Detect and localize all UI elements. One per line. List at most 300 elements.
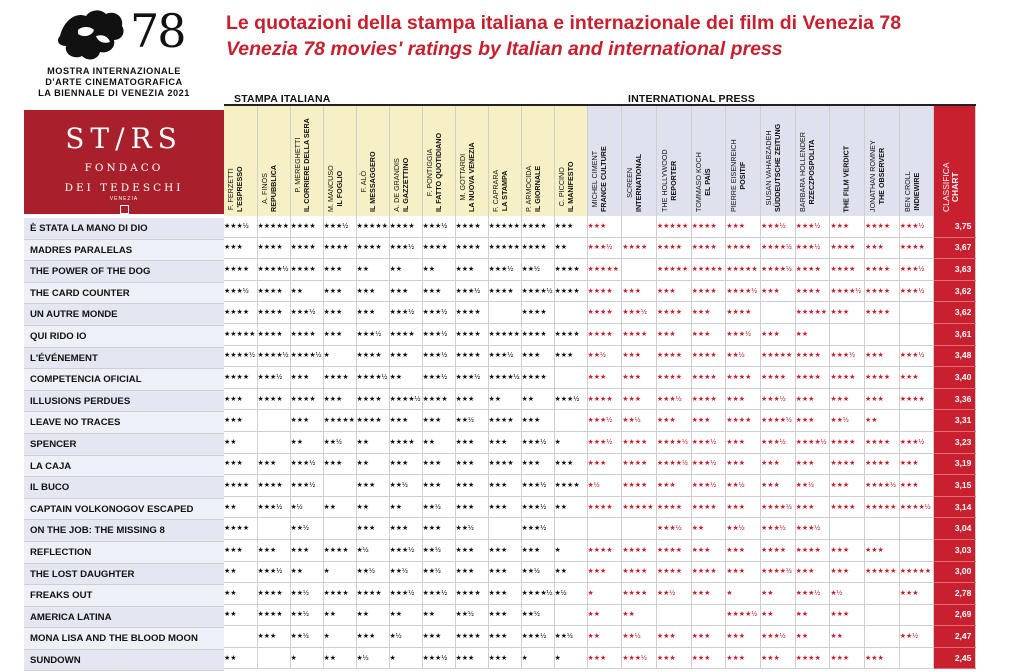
rating-international: ★★★	[760, 647, 795, 669]
rating-international: ★★★½	[656, 388, 691, 410]
rating-italian: ★★	[224, 647, 257, 669]
critic-name: PIERRE EISENREICH	[729, 139, 739, 212]
rating-international: ★★★★½	[760, 259, 795, 281]
rating-international: ★★★★	[622, 453, 657, 475]
rating-italian: ★★★★	[455, 216, 488, 237]
rating-italian: ★★★★	[521, 367, 554, 389]
rating-italian: ★	[323, 561, 356, 583]
critic-name: BEN CROLL	[902, 171, 912, 212]
table-row	[224, 280, 976, 302]
rating-italian: ★★	[323, 496, 356, 518]
rating-italian: ★★★	[455, 259, 488, 281]
rating-international: ★★★★	[899, 388, 934, 410]
publication-name: INTERNATIONAL	[633, 153, 643, 212]
rating-italian: ★★★	[323, 388, 356, 410]
rating-italian: ★★★	[290, 367, 323, 389]
group-label-italian: STAMPA ITALIANA	[234, 93, 331, 105]
rating-italian: ★★★	[323, 280, 356, 302]
critic-name: A. FINOS	[259, 173, 269, 204]
film-title: IL BUCO	[24, 477, 224, 499]
page-title-english: Venezia 78 movies' ratings by Italian and international press	[226, 38, 783, 60]
rating-italian: ★★★	[521, 539, 554, 561]
film-title: LEAVE NO TRACES	[24, 412, 224, 434]
rating-italian: ★★★	[389, 453, 422, 475]
critic-header-italian	[389, 105, 422, 216]
rating-international: ★★½	[656, 583, 691, 605]
rating-international: ★★★★★	[587, 259, 622, 281]
rating-international	[622, 259, 657, 281]
rating-international: ★★★★	[691, 388, 726, 410]
rating-italian: ★★★★★	[488, 323, 521, 345]
rating-international: ★★★	[830, 539, 865, 561]
rating-international: ★★★★	[830, 496, 865, 518]
rating-italian: ★★★	[224, 539, 257, 561]
rating-international: ★★★	[830, 561, 865, 583]
rating-italian: ★★★★	[224, 302, 257, 324]
rating-italian: ★★★★	[290, 259, 323, 281]
rating-international: ★★★★	[726, 302, 761, 324]
rating-italian: ★★★	[455, 496, 488, 518]
rating-international: ★★★½	[899, 431, 934, 453]
rating-international: ★★★★	[587, 388, 622, 410]
critic-name: SUSAN VAHABZADEH	[763, 130, 773, 206]
rating-international: ★★★★	[656, 367, 691, 389]
rating-international: ★★★★	[622, 237, 657, 259]
rating-italian: ★★★★	[257, 475, 290, 497]
publication-name: IL FOGLIO	[334, 170, 343, 207]
rating-international: ★★★★★	[691, 259, 726, 281]
rating-international: ★★★½	[830, 345, 865, 367]
chart-score: 3,14	[934, 496, 976, 518]
film-title: REFLECTION	[24, 542, 224, 564]
rating-international: ★★★	[795, 496, 830, 518]
rating-international: ★★★★	[760, 539, 795, 561]
rating-international: ★★	[865, 410, 900, 432]
rating-italian: ★★★½	[389, 302, 422, 324]
publication-name: LA NUOVA VENEZIA	[466, 142, 475, 212]
rating-international: ★★★★	[726, 367, 761, 389]
publication-name: THE OBSERVER	[876, 147, 886, 205]
rating-italian: ★★	[422, 259, 455, 281]
rating-international: ★★	[622, 604, 657, 626]
rating-international: ★★★★½	[656, 431, 691, 453]
rating-italian: ★★★★	[257, 604, 290, 626]
rating-italian: ★★	[224, 583, 257, 605]
rating-italian: ★★★★	[323, 539, 356, 561]
table-row	[224, 259, 976, 281]
film-title: L'ÉVÉNEMENT	[24, 348, 224, 370]
publication-name: INDIEWIRE	[911, 172, 921, 211]
rating-italian: ★	[521, 647, 554, 669]
critic-name: M. MANCUSO	[325, 165, 335, 212]
rating-international: ★★★★	[865, 302, 900, 324]
rating-italian: ★★★½	[422, 302, 455, 324]
rating-italian: ★★★★	[257, 302, 290, 324]
rating-international: ★★★★	[656, 539, 691, 561]
critic-header-text	[695, 152, 712, 212]
rating-italian: ★★½	[422, 496, 455, 518]
rating-international: ★★★★	[622, 475, 657, 497]
rating-italian: ★★★½	[422, 583, 455, 605]
rating-italian: ★★½	[323, 431, 356, 453]
rating-italian: ★★★★½	[389, 388, 422, 410]
rating-italian	[554, 410, 587, 432]
rating-international: ★★★★	[622, 431, 657, 453]
rating-international: ★★★½	[760, 626, 795, 648]
critic-header-italian	[257, 105, 290, 216]
critic-header-international	[587, 105, 622, 216]
rating-international: ★★★	[691, 626, 726, 648]
rating-international: ★★★½	[899, 345, 934, 367]
rating-international: ★★★★★	[656, 216, 691, 237]
rating-italian: ★★½	[455, 410, 488, 432]
critic-name: P. ARMOCIDA	[523, 165, 533, 212]
publication-name: IL CORRIERE DELLA SERA	[301, 118, 310, 212]
rating-international: ★★★½	[899, 216, 934, 237]
rating-international: ★★★★	[691, 367, 726, 389]
chart-score: 3,03	[934, 539, 976, 561]
critic-name: A. DE GRANDIS	[391, 158, 401, 212]
edition-number: 78	[130, 4, 185, 58]
rating-italian: ★★★½	[455, 367, 488, 389]
film-title: MADRES PARALELAS	[24, 240, 224, 262]
critic-header-international	[691, 105, 726, 216]
film-title: THE LOST DAUGHTER	[24, 564, 224, 586]
critic-header-text	[393, 158, 410, 212]
critic-header-international	[760, 105, 795, 216]
rating-italian: ★★★★	[224, 367, 257, 389]
critic-header-italian	[323, 105, 356, 216]
rating-italian: ★★★	[521, 345, 554, 367]
critic-header-text	[558, 162, 575, 212]
rating-italian: ★★★	[488, 583, 521, 605]
rating-italian: ★★★★	[554, 323, 587, 345]
rating-italian: ★★★★★	[488, 216, 521, 237]
chart-score: 3,04	[934, 518, 976, 540]
rating-international: ★★★★★	[656, 259, 691, 281]
rating-italian: ★★★½	[521, 475, 554, 497]
rating-international: ★★★★	[587, 280, 622, 302]
rating-italian: ★★★	[224, 453, 257, 475]
rating-italian: ★★★	[257, 453, 290, 475]
fondaco-line: FONDACO	[84, 162, 164, 174]
film-title: LA CAJA	[24, 456, 224, 478]
chart-score: 3,75	[934, 216, 976, 237]
rating-international: ★★★	[726, 539, 761, 561]
rating-italian: ★	[554, 431, 587, 453]
rating-italian: ★★★	[488, 561, 521, 583]
rating-italian: ★★★½	[455, 280, 488, 302]
rating-international: ★★	[760, 604, 795, 626]
rating-italian: ★★½	[521, 259, 554, 281]
rating-international: ★★★★	[830, 237, 865, 259]
table-row	[224, 345, 976, 367]
rating-italian	[257, 518, 290, 540]
rating-international: ★★★½	[726, 323, 761, 345]
rating-italian: ★	[389, 647, 422, 669]
rating-italian: ★★★★½	[488, 367, 521, 389]
rating-italian: ★★★★	[323, 583, 356, 605]
rating-international: ★★★½	[691, 431, 726, 453]
critic-header-international	[622, 105, 657, 216]
critic-header-text	[942, 162, 959, 212]
rating-italian: ★★★½	[422, 367, 455, 389]
rating-italian: ★	[323, 345, 356, 367]
critic-header-text	[294, 118, 311, 212]
table-row	[224, 388, 976, 410]
rating-italian: ★★★½	[257, 367, 290, 389]
rating-italian: ★★	[521, 388, 554, 410]
critic-header-italian	[554, 105, 587, 216]
rating-international: ★★	[760, 583, 795, 605]
critic-header-text	[661, 149, 678, 212]
table-row	[224, 453, 976, 475]
rating-international: ★★★½	[691, 475, 726, 497]
rating-italian: ★½	[290, 496, 323, 518]
rating-italian: ★★★	[455, 388, 488, 410]
rating-international: ★★★★	[656, 345, 691, 367]
rating-international: ★★★	[830, 216, 865, 237]
film-title: THE POWER OF THE DOG	[24, 261, 224, 283]
film-title: ILLUSIONS PERDUES	[24, 391, 224, 413]
rating-italian: ★★★½	[488, 259, 521, 281]
film-title: ON THE JOB: THE MISSING 8	[24, 520, 224, 542]
publication-name: CHART	[949, 172, 960, 203]
rating-italian: ★★★½	[389, 237, 422, 259]
rating-international: ★★★	[587, 453, 622, 475]
rating-italian: ★★★★★	[323, 410, 356, 432]
rating-international	[899, 647, 934, 669]
rating-international: ★★★	[760, 475, 795, 497]
rating-italian: ★★★	[455, 539, 488, 561]
festival-name-line: MOSTRA INTERNAZIONALE	[47, 66, 181, 76]
table-row	[224, 604, 976, 626]
rating-international: ★★★	[726, 626, 761, 648]
rating-italian	[554, 604, 587, 626]
rating-international: ★★★	[726, 561, 761, 583]
rating-international: ★★★★	[795, 367, 830, 389]
rating-international: ★★	[795, 604, 830, 626]
rating-international	[899, 518, 934, 540]
chart-score: 3,67	[934, 237, 976, 259]
rating-italian: ★★	[389, 604, 422, 626]
rating-international: ★★★	[899, 367, 934, 389]
rating-italian: ★	[323, 626, 356, 648]
rating-italian: ★★★	[257, 626, 290, 648]
critic-name: THE HOLLYWOOD	[659, 149, 669, 212]
rating-italian: ★	[554, 647, 587, 669]
rating-international: ★★★	[760, 453, 795, 475]
rating-italian: ★★	[356, 604, 389, 626]
publication-name: IL MESSAGGERO	[367, 151, 376, 212]
rating-italian: ★★½	[521, 561, 554, 583]
rating-international	[622, 216, 657, 237]
festival-logo	[26, 6, 206, 101]
rating-international: ★★★½	[656, 518, 691, 540]
rating-international: ★★★	[587, 367, 622, 389]
rating-italian: ★★★	[323, 259, 356, 281]
critic-name: TOMMASO KOCH	[694, 152, 704, 212]
rating-international: ★★★	[622, 280, 657, 302]
rating-international: ★★★★	[587, 539, 622, 561]
critic-name: MICHEL CIMENT	[590, 150, 600, 208]
rating-international: ★★★★	[726, 237, 761, 259]
rating-international: ★★★★★	[760, 345, 795, 367]
publication-name: IL GIORNALE	[532, 165, 541, 212]
chart-score: 3,00	[934, 561, 976, 583]
rating-italian: ★★★	[488, 431, 521, 453]
rating-international: ★★★	[795, 561, 830, 583]
publication-name: IL MANIFESTO	[565, 161, 574, 212]
rating-international: ★★★★	[865, 259, 900, 281]
rating-international: ★★★★	[691, 216, 726, 237]
rating-italian: ★★★	[257, 539, 290, 561]
chart-score: 3,40	[934, 367, 976, 389]
critic-header-international	[795, 105, 830, 216]
rating-italian: ★★★½	[257, 561, 290, 583]
rating-italian: ★★½	[290, 626, 323, 648]
critic-name: JONATHAN ROMNEY	[867, 140, 877, 212]
critic-name: CLASSIFICA	[940, 162, 951, 212]
chart-score: 3,19	[934, 453, 976, 475]
rating-international: ★★★★	[691, 496, 726, 518]
chart-score: 3,23	[934, 431, 976, 453]
rating-italian: ★★★★	[389, 216, 422, 237]
rating-international: ★★★	[691, 539, 726, 561]
rating-international: ★★★★★	[795, 302, 830, 324]
rating-italian: ★★	[422, 604, 455, 626]
rating-italian: ★★★½	[521, 496, 554, 518]
rating-italian: ★★	[224, 561, 257, 583]
rating-italian: ★★★★	[290, 216, 323, 237]
rating-italian: ★★★	[455, 431, 488, 453]
rating-italian: ★★★★½	[521, 583, 554, 605]
rating-italian: ★★★★	[455, 345, 488, 367]
rating-italian: ★★★	[356, 518, 389, 540]
rating-international: ★★½	[795, 475, 830, 497]
rating-international: ★★★	[587, 216, 622, 237]
rating-italian: ★★★½	[422, 345, 455, 367]
rating-international: ★★	[795, 626, 830, 648]
table-row	[224, 539, 976, 561]
table-row	[224, 237, 976, 259]
rating-international: ★½	[830, 583, 865, 605]
rating-international: ★★★	[656, 410, 691, 432]
publication-name: REPUBBLICA	[268, 164, 277, 212]
rating-italian: ★★★	[422, 626, 455, 648]
chart-score: 2,69	[934, 604, 976, 626]
rating-italian: ★★★★½	[521, 280, 554, 302]
rating-italian: ★★	[356, 453, 389, 475]
publication-name: EL PAÍS	[702, 168, 712, 196]
rating-italian: ★★★★	[521, 237, 554, 259]
rating-italian: ★★★	[323, 302, 356, 324]
rating-italian: ★★★	[389, 410, 422, 432]
rating-international: ★★★½	[760, 216, 795, 237]
rating-italian: ★★★	[290, 539, 323, 561]
rating-italian: ★★★½	[290, 475, 323, 497]
rating-italian	[488, 518, 521, 540]
rating-italian: ★★★½	[290, 453, 323, 475]
critic-name: P. MEREGHETTI	[292, 137, 302, 193]
chart-header	[934, 105, 976, 216]
rating-italian: ★★★★	[455, 302, 488, 324]
rating-italian: ★★	[422, 431, 455, 453]
rating-international: ★★★★	[622, 323, 657, 345]
rating-international: ★★★★½	[760, 496, 795, 518]
rating-international: ★★★	[899, 475, 934, 497]
rating-italian: ★★½	[455, 604, 488, 626]
rating-international: ★★★	[726, 431, 761, 453]
rating-international	[899, 302, 934, 324]
rating-international: ★★★★	[865, 216, 900, 237]
rating-international: ★★★★	[795, 539, 830, 561]
rating-italian: ★★★½	[521, 518, 554, 540]
rating-international: ★★★	[865, 539, 900, 561]
rating-italian: ★★★½	[290, 302, 323, 324]
critic-name: F. FERZETTI	[226, 168, 236, 211]
square-logo-icon	[120, 205, 129, 214]
rating-italian: ★★★★	[290, 323, 323, 345]
rating-international: ★★★★	[865, 367, 900, 389]
publication-name: SÜDDEUTSCHE ZEITUNG	[772, 123, 782, 212]
critics-header-row	[224, 105, 976, 216]
rating-italian: ★★	[389, 496, 422, 518]
critic-name: F. PONTIGGIA	[424, 148, 434, 197]
table-row	[224, 583, 976, 605]
rating-italian: ★★★	[488, 475, 521, 497]
rating-italian	[554, 367, 587, 389]
rating-italian: ★★★	[554, 216, 587, 237]
critic-header-italian	[455, 105, 488, 216]
rating-italian: ★★★★	[455, 237, 488, 259]
rating-italian: ★★★½	[488, 345, 521, 367]
rating-italian	[554, 518, 587, 540]
ratings-table	[224, 104, 976, 669]
publication-name: POSITIF	[737, 161, 747, 190]
rating-international: ★★★	[587, 647, 622, 669]
rating-italian: ★★★★	[356, 583, 389, 605]
rating-international: ★★★	[795, 453, 830, 475]
rating-international: ★★★	[830, 475, 865, 497]
rating-international: ★★½	[830, 410, 865, 432]
critic-header-text	[327, 165, 344, 212]
rating-italian: ★★★★	[257, 388, 290, 410]
rating-italian: ★★★	[521, 453, 554, 475]
festival-name-line: LA BIENNALE DI VENEZIA 2021	[38, 88, 190, 98]
rating-italian: ★★★	[488, 647, 521, 669]
rating-italian: ★★★	[422, 453, 455, 475]
rating-international: ★★★½	[899, 280, 934, 302]
rating-international: ★★★	[830, 388, 865, 410]
rating-italian: ★★	[224, 496, 257, 518]
rating-international: ★★★	[726, 647, 761, 669]
rating-international: ★★★★½	[726, 280, 761, 302]
rating-italian: ★★★	[389, 518, 422, 540]
film-title: COMPETENCIA OFICIAL	[24, 369, 224, 391]
rating-italian: ★★★★½	[257, 345, 290, 367]
rating-international: ★★½	[726, 475, 761, 497]
critic-header-text	[261, 165, 278, 212]
critic-header-international	[865, 105, 900, 216]
rating-international: ★★★	[760, 323, 795, 345]
rating-international: ★★★★	[830, 453, 865, 475]
table-row	[224, 496, 976, 518]
rating-italian: ★★★★½	[290, 345, 323, 367]
rating-italian: ★★★	[356, 475, 389, 497]
rating-international: ★★★	[899, 583, 934, 605]
rating-international: ★★★	[622, 367, 657, 389]
